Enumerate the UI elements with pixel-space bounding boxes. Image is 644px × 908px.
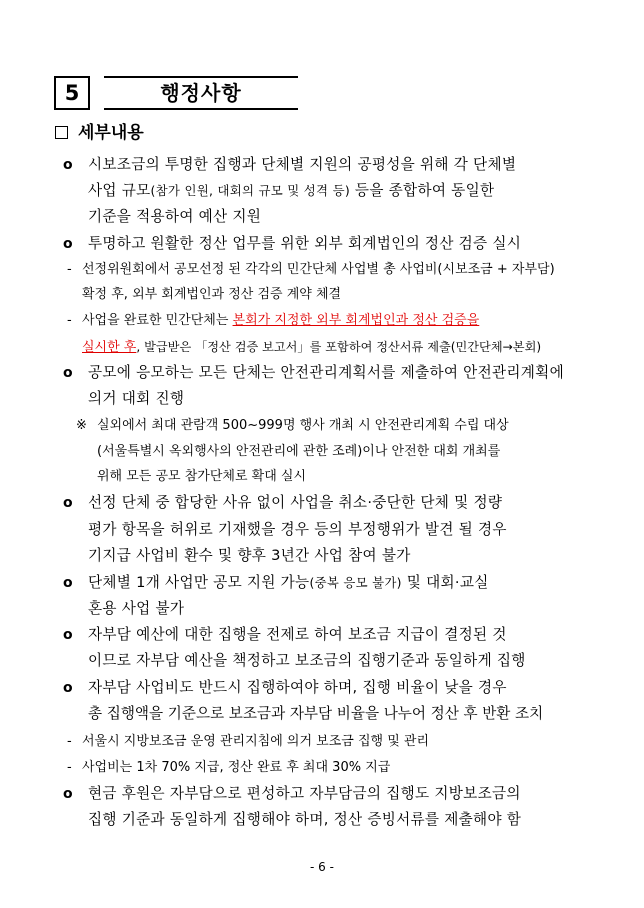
- subheading: [55, 122, 144, 144]
- dash3-line1: 서울시 지방보조금 운영 관리지침에 의거 보조금 집행 및 관리: [82, 734, 430, 749]
- dash4-line1: 사업비는 1차 70% 지급, 정산 완료 후 최대 30% 지급: [82, 760, 391, 775]
- item1-line1: 시보조금의 투명한 집행과 단체별 지원의 공평성을 위해 각 단체별: [88, 156, 517, 173]
- section-title-box: [104, 76, 298, 110]
- item1-line2c: 등을 종합하여 동일한: [349, 182, 495, 199]
- dash2-highlight-1: 본회가 지정한 외부 회계법인과 정산 검증을: [232, 313, 480, 328]
- o-bullet: o: [63, 236, 73, 252]
- square-bullet-icon: [55, 126, 68, 139]
- item3-line2: 의거 대회 진행: [88, 390, 185, 407]
- dash2-highlight-2: 실시한 후: [82, 340, 137, 355]
- item6-line1: 자부담 예산에 대한 집행을 전제로 하여 보조금 지급이 결정된 것: [88, 626, 507, 643]
- item8-line2: 집행 기준과 동일하게 집행해야 하며, 정산 증빙서류를 제출해야 함: [88, 811, 522, 828]
- section-header: [54, 76, 298, 114]
- section-title: 행정사항: [160, 81, 242, 105]
- o-bullet: o: [63, 157, 73, 173]
- dash-bullet: -: [67, 760, 72, 775]
- item1-line2b: (참가 인원, 대회의 규모 및 성격 등): [150, 183, 350, 198]
- item3-line1: 공모에 응모하는 모든 단체는 안전관리계획서를 제출하여 안전관리계획에: [88, 364, 564, 381]
- item5-line2: 혼용 사업 불가: [88, 600, 185, 617]
- item5-line1b: (중복 응모 불가): [309, 575, 402, 590]
- dash2-line2: [82, 336, 541, 359]
- item8-line1: 현금 후원은 자부담으로 편성하고 자부담금의 집행도 지방보조금의: [88, 785, 521, 802]
- dash-bullet: -: [67, 262, 72, 277]
- item5-line1: [88, 572, 489, 594]
- dash1-line2: 확정 후, 외부 회계법인과 정산 검증 계약 체결: [82, 287, 342, 302]
- note-line3: 위해 모든 공모 참가단체로 확대 실시: [97, 469, 307, 484]
- o-bullet: o: [63, 786, 73, 802]
- note-line1: 실외에서 최대 관람객 500~999명 행사 개최 시 안전관리계획 수립 대상: [97, 418, 509, 433]
- item5-line1c: 및 대회·교실: [401, 574, 489, 591]
- item4-line2: 평가 항목을 허위로 기재했을 경우 등의 부정행위가 발견 될 경우: [88, 521, 507, 538]
- section-number: 5: [54, 76, 90, 110]
- note-bullet-icon: ※: [76, 418, 87, 433]
- item4-line3: 기지급 사업비 환수 및 향후 3년간 사업 참여 불가: [88, 547, 411, 564]
- dash1-line1: 선정위원회에서 공모선정 된 각각의 민간단체 사업별 총 사업비(시보조금 + 자부담): [82, 262, 555, 277]
- item2-line1: 투명하고 원활한 정산 업무를 위한 외부 회계법인의 정산 검증 실시: [88, 235, 522, 252]
- item7-line1: 자부담 사업비도 반드시 집행하여야 하며, 집행 비율이 낮을 경우: [88, 679, 507, 696]
- o-bullet: o: [63, 627, 73, 643]
- dash2-line1a: 사업을 완료한 민간단체는: [82, 313, 233, 328]
- item1-line2a: 사업 규모: [88, 182, 151, 199]
- item4-line1: 선정 단체 중 합당한 사유 없이 사업을 취소·중단한 단체 및 정량: [88, 494, 503, 511]
- o-bullet: o: [63, 365, 73, 381]
- dash-bullet: -: [67, 734, 72, 749]
- o-bullet: o: [63, 680, 73, 696]
- note-line2: (서울특별시 옥외행사의 안전관리에 관한 조례)이나 안전한 대회 개최를: [97, 444, 501, 459]
- dash2-line1: [82, 310, 479, 332]
- dash2-line2b: , 발급받은 「정산 검증 보고서」를 포함하여 정산서류 제출(민간단체→본회): [136, 340, 542, 354]
- o-bullet: o: [63, 495, 73, 511]
- item7-line2: 총 집행액을 기준으로 보조금과 자부담 비율을 나누어 정산 후 반환 조치: [88, 705, 544, 722]
- subheading-text: 세부내용: [78, 123, 144, 143]
- item6-line2: 이므로 자부담 예산을 책정하고 보조금의 집행기준과 동일하게 집행: [88, 652, 526, 669]
- o-bullet: o: [63, 575, 73, 591]
- dash-bullet: -: [67, 313, 72, 328]
- item1-line2: [88, 180, 494, 202]
- item1-line3: 기준을 적용하여 예산 지원: [88, 208, 262, 225]
- page-number: - 6 -: [310, 860, 334, 874]
- item5-line1a: 단체별 1개 사업만 공모 지원 가능: [88, 574, 310, 591]
